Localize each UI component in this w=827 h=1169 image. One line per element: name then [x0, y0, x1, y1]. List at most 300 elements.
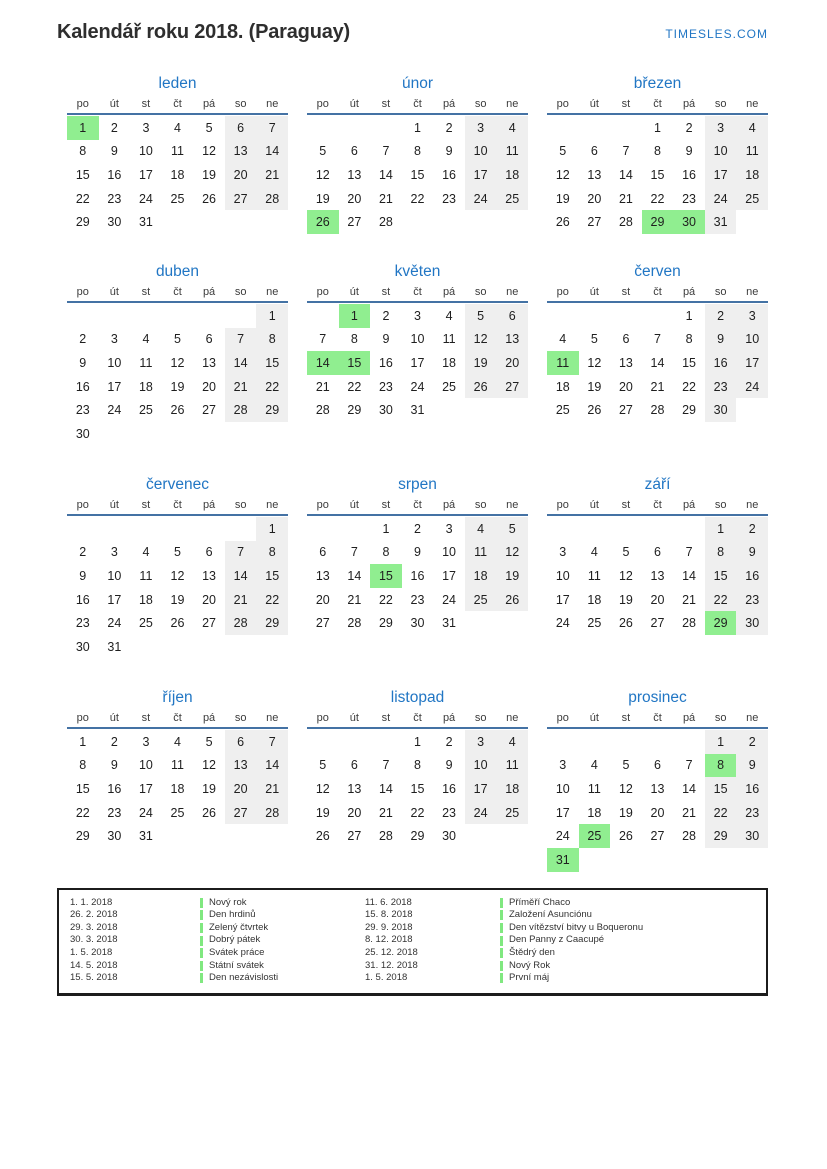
day-cell: 16 — [75, 379, 90, 394]
day-cell: 10 — [138, 758, 153, 773]
weekday-label: pá — [682, 712, 696, 724]
day-cell: 8 — [382, 545, 390, 560]
day-cell: 22 — [75, 805, 90, 820]
day-cell: 29 — [75, 829, 90, 844]
day-cell: 10 — [465, 140, 497, 164]
day-cell: 29 — [642, 210, 674, 234]
day-cell: 12 — [170, 568, 185, 583]
day-cell: 29 — [410, 829, 425, 844]
day-cell: 7 — [256, 116, 288, 140]
day-cell: 4 — [496, 116, 528, 140]
day-cell: 23 — [107, 191, 122, 206]
day-cell: 5 — [174, 545, 181, 560]
day-cell: 10 — [465, 754, 497, 778]
weekday-label: čt — [653, 98, 662, 110]
day-cell: 13 — [315, 568, 330, 583]
day-cell: 30 — [410, 616, 425, 631]
weekday-label: ne — [506, 98, 519, 110]
day-grid — [67, 116, 288, 234]
day-cell: 6 — [496, 304, 528, 328]
day-cell: 30 — [107, 215, 122, 230]
empty-cell — [610, 730, 642, 754]
day-cell: 30 — [75, 639, 90, 654]
day-grid — [307, 730, 528, 848]
month-leden — [67, 73, 288, 234]
weekday-label: čt — [173, 98, 182, 110]
day-grid — [547, 304, 768, 422]
holiday-marker-icon — [500, 923, 503, 933]
holiday-marker-icon — [500, 973, 503, 983]
legend-date: 8. 12. 2018 — [365, 934, 413, 946]
weekday-label: út — [349, 98, 359, 110]
weekday-label: so — [234, 286, 247, 298]
weekday-label: pá — [202, 98, 216, 110]
day-cell: 28 — [378, 215, 393, 230]
day-cell: 26 — [202, 805, 217, 820]
day-cell: 20 — [225, 163, 257, 187]
day-cell: 23 — [736, 801, 768, 825]
weekday-label: st — [141, 98, 151, 110]
day-cell: 27 — [650, 616, 665, 631]
month-říjen — [67, 687, 288, 848]
day-cell: 4 — [174, 734, 181, 749]
day-cell: 5 — [205, 734, 213, 749]
day-cell: 29 — [682, 403, 697, 418]
weekday-label: so — [474, 286, 487, 298]
day-cell: 6 — [225, 730, 257, 754]
weekday-label: po — [316, 712, 329, 724]
day-cell: 19 — [618, 592, 633, 607]
day-cell: 20 — [347, 191, 362, 206]
day-cell: 18 — [496, 163, 528, 187]
day-cell: 14 — [618, 167, 633, 182]
day-cell: 20 — [587, 191, 602, 206]
day-cell: 13 — [202, 355, 217, 370]
day-cell: 1 — [67, 116, 99, 140]
weekday-label: čt — [413, 286, 422, 298]
day-cell: 25 — [138, 616, 153, 631]
empty-cell — [339, 730, 371, 754]
legend-entry — [500, 897, 756, 910]
weekday-label: st — [381, 286, 391, 298]
weekday-label: st — [381, 98, 391, 110]
empty-cell — [307, 304, 339, 328]
day-cell: 21 — [618, 191, 633, 206]
day-cell: 23 — [107, 805, 122, 820]
day-cell: 19 — [170, 379, 185, 394]
day-cell: 15 — [75, 167, 90, 182]
empty-cell — [642, 304, 674, 328]
weekday-label: čt — [653, 499, 662, 511]
weekday-label: ne — [746, 499, 759, 511]
day-cell: 10 — [442, 545, 457, 560]
weekday-label: so — [474, 98, 487, 110]
day-cell: 20 — [347, 805, 362, 820]
day-cell: 30 — [75, 426, 90, 441]
day-cell: 27 — [496, 375, 528, 399]
weekday-label: čt — [173, 712, 182, 724]
day-cell: 10 — [138, 144, 153, 159]
day-cell: 15 — [682, 355, 697, 370]
legend-entry — [500, 972, 756, 985]
day-cell: 28 — [225, 611, 257, 635]
weekday-label: so — [714, 98, 727, 110]
day-cell: 31 — [705, 210, 737, 234]
day-cell: 14 — [650, 355, 665, 370]
day-cell: 13 — [618, 355, 633, 370]
day-cell: 16 — [410, 568, 425, 583]
day-grid — [307, 304, 528, 422]
legend-holiday-name: Den hrdinů — [209, 909, 256, 921]
day-cell: 8 — [654, 144, 661, 159]
day-cell: 25 — [736, 187, 768, 211]
weekday-label: po — [76, 98, 89, 110]
day-cell: 19 — [618, 805, 633, 820]
empty-cell — [193, 517, 225, 541]
day-cell: 8 — [350, 332, 358, 347]
weekday-header — [307, 712, 528, 729]
weekday-label: pá — [442, 499, 456, 511]
legend-date: 15. 5. 2018 — [70, 972, 118, 984]
day-cell: 27 — [202, 616, 217, 631]
day-cell: 28 — [315, 403, 330, 418]
weekday-label: st — [141, 712, 151, 724]
day-cell: 5 — [622, 758, 630, 773]
day-cell: 2 — [445, 120, 453, 135]
day-cell: 7 — [350, 545, 358, 560]
day-cell: 26 — [496, 588, 528, 612]
weekday-label: út — [349, 286, 359, 298]
day-cell: 6 — [590, 144, 598, 159]
weekday-label: st — [621, 712, 631, 724]
day-cell: 18 — [587, 805, 602, 820]
day-cell: 12 — [170, 355, 185, 370]
weekday-label: st — [621, 98, 631, 110]
day-cell: 4 — [445, 308, 453, 323]
legend-date: 30. 3. 2018 — [70, 934, 118, 946]
day-cell: 17 — [410, 355, 425, 370]
day-cell: 4 — [142, 545, 150, 560]
day-cell: 23 — [75, 403, 90, 418]
day-cell: 26 — [307, 210, 339, 234]
day-cell: 13 — [650, 568, 665, 583]
day-cell: 21 — [256, 777, 288, 801]
legend-entry — [200, 947, 365, 960]
weekday-header — [307, 499, 528, 516]
day-cell: 24 — [138, 805, 153, 820]
day-cell: 3 — [465, 730, 497, 754]
day-cell: 13 — [650, 781, 665, 796]
day-cell: 9 — [736, 541, 768, 565]
day-cell: 16 — [736, 564, 768, 588]
legend-date: 1. 5. 2018 — [70, 946, 113, 958]
day-cell: 14 — [225, 564, 257, 588]
legend-date: 14. 5. 2018 — [70, 959, 118, 971]
holiday-marker-icon — [500, 936, 503, 946]
legend-holiday-name: Dobrý pátek — [209, 934, 261, 946]
day-cell: 27 — [315, 616, 330, 631]
empty-cell — [225, 517, 257, 541]
day-cell: 18 — [442, 355, 457, 370]
weekday-label: po — [556, 712, 569, 724]
day-cell: 9 — [705, 328, 737, 352]
weekday-header — [67, 98, 288, 115]
holiday-marker-icon — [200, 948, 203, 958]
month-title: srpen — [398, 476, 437, 493]
day-cell: 20 — [315, 592, 330, 607]
legend-entry — [200, 972, 365, 985]
month-březen — [547, 73, 768, 234]
day-cell: 11 — [139, 355, 153, 370]
day-cell: 9 — [736, 754, 768, 778]
day-cell: 23 — [736, 588, 768, 612]
empty-cell — [370, 116, 402, 140]
day-cell: 4 — [559, 332, 567, 347]
day-cell: 1 — [705, 517, 737, 541]
day-cell: 31 — [107, 639, 122, 654]
empty-cell — [67, 304, 99, 328]
empty-cell — [579, 116, 611, 140]
day-cell: 2 — [79, 545, 87, 560]
day-cell: 18 — [587, 592, 602, 607]
legend-holiday-name: Štědrý den — [509, 946, 555, 958]
weekday-label: po — [76, 286, 89, 298]
day-cell: 4 — [736, 116, 768, 140]
weekday-header — [547, 98, 768, 115]
day-cell: 19 — [587, 379, 602, 394]
weekday-label: pá — [202, 499, 216, 511]
day-cell: 8 — [256, 328, 288, 352]
weekday-label: ne — [266, 712, 279, 724]
day-cell: 3 — [465, 116, 497, 140]
weekday-label: út — [589, 499, 599, 511]
day-cell: 17 — [138, 781, 153, 796]
day-cell: 29 — [705, 611, 737, 635]
page-title: Kalendář roku 2018. (Paraguay) — [57, 21, 351, 43]
site-link[interactable]: TIMESLES.COM — [665, 27, 768, 41]
day-cell: 24 — [465, 801, 497, 825]
weekday-label: so — [234, 712, 247, 724]
day-cell: 16 — [378, 355, 393, 370]
weekday-label: út — [349, 712, 359, 724]
day-cell: 2 — [110, 734, 118, 749]
weekday-label: st — [381, 499, 391, 511]
weekday-label: pá — [682, 98, 696, 110]
day-cell: 18 — [465, 564, 497, 588]
day-cell: 21 — [378, 805, 393, 820]
weekday-label: so — [234, 499, 247, 511]
day-cell: 14 — [378, 167, 393, 182]
month-title: září — [644, 476, 671, 493]
weekday-label: út — [589, 98, 599, 110]
holiday-marker-icon — [500, 910, 503, 920]
empty-cell — [642, 730, 674, 754]
day-cell: 14 — [682, 781, 697, 796]
day-cell: 22 — [410, 191, 425, 206]
day-cell: 29 — [256, 611, 288, 635]
weekday-label: st — [141, 286, 151, 298]
day-cell: 17 — [107, 592, 122, 607]
day-cell: 11 — [139, 568, 153, 583]
weekday-label: pá — [442, 286, 456, 298]
day-cell: 24 — [465, 187, 497, 211]
day-cell: 2 — [445, 734, 453, 749]
day-cell: 5 — [496, 517, 528, 541]
day-cell: 5 — [559, 144, 567, 159]
day-cell: 27 — [225, 187, 257, 211]
day-cell: 8 — [79, 758, 87, 773]
day-cell: 14 — [378, 781, 393, 796]
day-cell: 30 — [705, 398, 737, 422]
day-cell: 20 — [202, 592, 217, 607]
day-cell: 22 — [75, 191, 90, 206]
day-cell: 28 — [225, 398, 257, 422]
day-cell: 15 — [75, 781, 90, 796]
day-cell: 20 — [650, 805, 665, 820]
day-cell: 19 — [465, 351, 497, 375]
month-title: říjen — [162, 689, 193, 706]
day-grid — [67, 517, 288, 659]
weekday-label: so — [714, 499, 727, 511]
day-cell: 2 — [382, 308, 390, 323]
day-cell: 5 — [319, 758, 327, 773]
day-cell: 18 — [138, 379, 153, 394]
day-cell: 28 — [256, 187, 288, 211]
day-cell: 11 — [171, 144, 184, 159]
day-cell: 26 — [555, 215, 570, 230]
day-cell: 9 — [414, 545, 421, 560]
day-cell: 30 — [442, 829, 457, 844]
legend-entry — [500, 909, 756, 922]
day-cell: 26 — [315, 829, 330, 844]
day-cell: 22 — [410, 805, 425, 820]
weekday-label: ne — [266, 286, 279, 298]
day-cell: 7 — [256, 730, 288, 754]
weekday-header — [307, 98, 528, 115]
day-cell: 9 — [110, 144, 118, 159]
day-cell: 31 — [547, 848, 579, 872]
empty-cell — [610, 517, 642, 541]
legend-date: 25. 12. 2018 — [365, 946, 418, 958]
day-cell: 19 — [315, 191, 330, 206]
day-cell: 25 — [465, 588, 497, 612]
day-cell: 12 — [555, 167, 570, 182]
day-cell: 28 — [650, 403, 665, 418]
empty-cell — [547, 517, 579, 541]
month-title: prosinec — [628, 689, 687, 706]
day-cell: 29 — [75, 215, 90, 230]
legend-holiday-name: Svátek práce — [209, 946, 265, 958]
empty-cell — [162, 517, 194, 541]
weekday-label: čt — [173, 499, 182, 511]
day-cell: 5 — [590, 332, 598, 347]
day-cell: 1 — [79, 734, 87, 749]
day-cell: 16 — [442, 167, 457, 182]
day-cell: 4 — [465, 517, 497, 541]
day-cell: 12 — [465, 328, 497, 352]
weekday-label: čt — [653, 712, 662, 724]
day-cell: 11 — [171, 758, 184, 773]
empty-cell — [673, 730, 705, 754]
day-cell: 22 — [650, 191, 665, 206]
day-cell: 23 — [410, 592, 425, 607]
day-cell: 26 — [587, 403, 602, 418]
day-cell: 7 — [382, 144, 390, 159]
day-cell: 17 — [138, 167, 153, 182]
day-cell: 17 — [465, 777, 497, 801]
empty-cell — [610, 116, 642, 140]
day-cell: 24 — [555, 616, 570, 631]
day-cell: 23 — [705, 375, 737, 399]
month-title: červenec — [146, 476, 209, 493]
weekday-label: po — [316, 499, 329, 511]
empty-cell — [130, 517, 162, 541]
day-cell: 27 — [347, 829, 362, 844]
day-cell: 6 — [205, 545, 213, 560]
weekday-label: so — [474, 499, 487, 511]
weekday-header — [547, 286, 768, 303]
day-cell: 7 — [685, 758, 693, 773]
day-cell: 12 — [587, 355, 602, 370]
day-cell: 18 — [555, 379, 570, 394]
legend-date: 15. 8. 2018 — [365, 909, 413, 921]
day-cell: 22 — [705, 801, 737, 825]
empty-cell — [225, 304, 257, 328]
day-grid — [67, 304, 288, 446]
month-prosinec — [547, 687, 768, 872]
day-cell: 6 — [350, 144, 358, 159]
day-cell: 8 — [705, 754, 737, 778]
day-cell: 3 — [559, 545, 567, 560]
day-cell: 1 — [414, 734, 421, 749]
day-cell: 23 — [682, 191, 697, 206]
empty-cell — [673, 517, 705, 541]
day-cell: 4 — [142, 332, 150, 347]
day-cell: 8 — [256, 541, 288, 565]
day-cell: 15 — [370, 564, 402, 588]
day-cell: 23 — [442, 805, 457, 820]
day-cell: 7 — [685, 545, 693, 560]
day-cell: 10 — [410, 332, 425, 347]
day-cell: 9 — [382, 332, 390, 347]
day-cell: 20 — [650, 592, 665, 607]
day-cell: 13 — [587, 167, 602, 182]
holiday-marker-icon — [200, 973, 203, 983]
legend-holiday-name: První máj — [509, 972, 550, 984]
day-cell: 19 — [315, 805, 330, 820]
day-cell: 31 — [410, 403, 425, 418]
day-cell: 19 — [555, 191, 570, 206]
weekday-label: ne — [266, 499, 279, 511]
day-cell: 9 — [110, 758, 118, 773]
day-cell: 22 — [347, 379, 362, 394]
legend-holiday-name: Státní svátek — [209, 959, 264, 971]
day-cell: 25 — [587, 616, 602, 631]
day-cell: 6 — [654, 758, 661, 773]
day-cell: 28 — [256, 801, 288, 825]
day-cell: 29 — [256, 398, 288, 422]
legend-entry — [200, 960, 365, 973]
holiday-marker-icon — [200, 898, 203, 908]
day-cell: 21 — [225, 588, 257, 612]
day-cell: 19 — [202, 781, 217, 796]
day-cell: 29 — [347, 403, 362, 418]
day-cell: 18 — [736, 163, 768, 187]
day-cell: 16 — [442, 781, 457, 796]
weekday-header — [67, 712, 288, 729]
day-cell: 26 — [170, 403, 185, 418]
day-cell: 13 — [202, 568, 217, 583]
